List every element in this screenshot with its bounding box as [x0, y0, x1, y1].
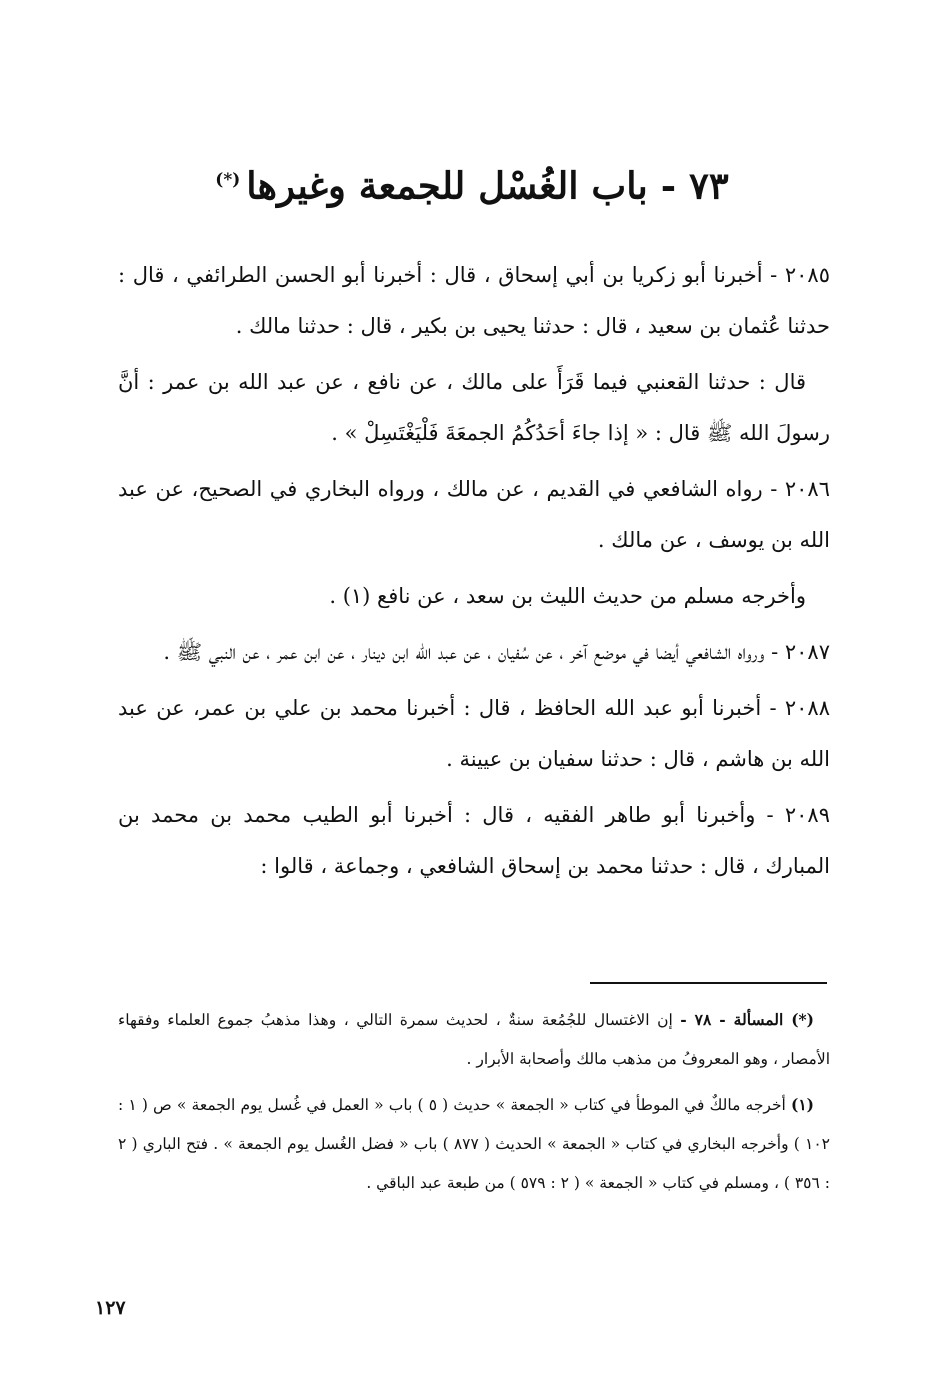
chapter-title-text: ٧٣ - باب الغُسْل للجمعة وغيرها [246, 163, 729, 208]
footnote-star-lead: (*) المسألة - ٧٨ - [680, 1010, 814, 1029]
footnote-star-text: إن الاغتسال للجُمُعة سنةٌ ، لحديث سمرة التالي ، وهذا مذهبُ جموع العلماء وفقهاء الأمصار ، وهو المعروفُ من مذهب مالك وأصحابة الأبرار . [118, 1011, 830, 1068]
footnote-divider [590, 982, 827, 984]
paragraph-2089: ٢٠٨٩ - وأخبرنا أبو طاهر الفقيه ، قال : أخبرنا أبو الطيب محمد بن محمد بن المبارك ، قال : حدثنا محمد بن إسحاق الشافعي ، وجماعة ، قالوا : [118, 803, 830, 878]
footnote-1 [118, 1085, 830, 1203]
footnote-star [118, 1000, 830, 1079]
main-text [118, 250, 830, 897]
footnote-1-lead: (١) [791, 1095, 815, 1114]
chapter-title [140, 150, 804, 215]
chapter-title-footnote-mark: (*) [215, 169, 241, 190]
paragraph-2085: ٢٠٨٥ - أخبرنا أبو زكريا بن أبي إسحاق ، قال : أخبرنا أبو الحسن الطرائفي ، قال : حدثنا عُثمان بن سعيد ، قال : حدثنا يحيى بن بكير ، قال : حدثنا مالك . [118, 263, 830, 338]
paragraph-2086: ٢٠٨٦ - رواه الشافعي في القديم ، عن مالك ، ورواه البخاري في الصحيح، عن عبد الله بن يوسف ، عن مالك . [118, 477, 830, 552]
paragraph-muslim-note: وأخرجه مسلم من حديث الليث بن سعد ، عن نافع (١) . [329, 584, 806, 608]
footnote-1-text: أخرجه مالكٌ في الموطأ في كتاب « الجمعة » حديث ( ٥ ) باب « العمل في غُسل يوم الجمعة » ص ( ١ : ١٠٢ ) وأخرجه البخاري في كتاب « الجمعة » الحديث ( ٨٧٧ ) باب « فضل الغُسل يوم الجمعة » . فتح الباري ( ٢ : ٣٥٦ ) ، ومسلم في كتاب « الجمعة » ( ٢ : ٥٧٩ ) من طبعة عبد الباقي . [118, 1096, 830, 1192]
page-number: ١٢٧ [95, 1297, 126, 1319]
footnotes [118, 1000, 830, 1209]
paragraph-2087: ٢٠٨٧ - ورواه الشافعي أيضا في موضع آخر ، عن سُفيان ، عن عبد الله ابن دينار ، عن ابن عمر ، عن النبي ﷺ . [163, 640, 830, 664]
paragraph-2088: ٢٠٨٨ - أخبرنا أبو عبد الله الحافظ ، قال : أخبرنا محمد بن علي بن عمر، عن عبد الله بن هاشم ، قال : حدثنا سفيان بن عيينة . [118, 696, 830, 771]
paragraph-hadith-text: قال : حدثنا القعنبي فيما قَرَأَ على مالك ، عن نافع ، عن عبد الله بن عمر : أنَّ رسولَ الله ﷺ قال : « إذا جاءَ أحَدُكُمُ الجمعَةَ فَلْيَغْتَسِلْ » . [118, 370, 830, 445]
